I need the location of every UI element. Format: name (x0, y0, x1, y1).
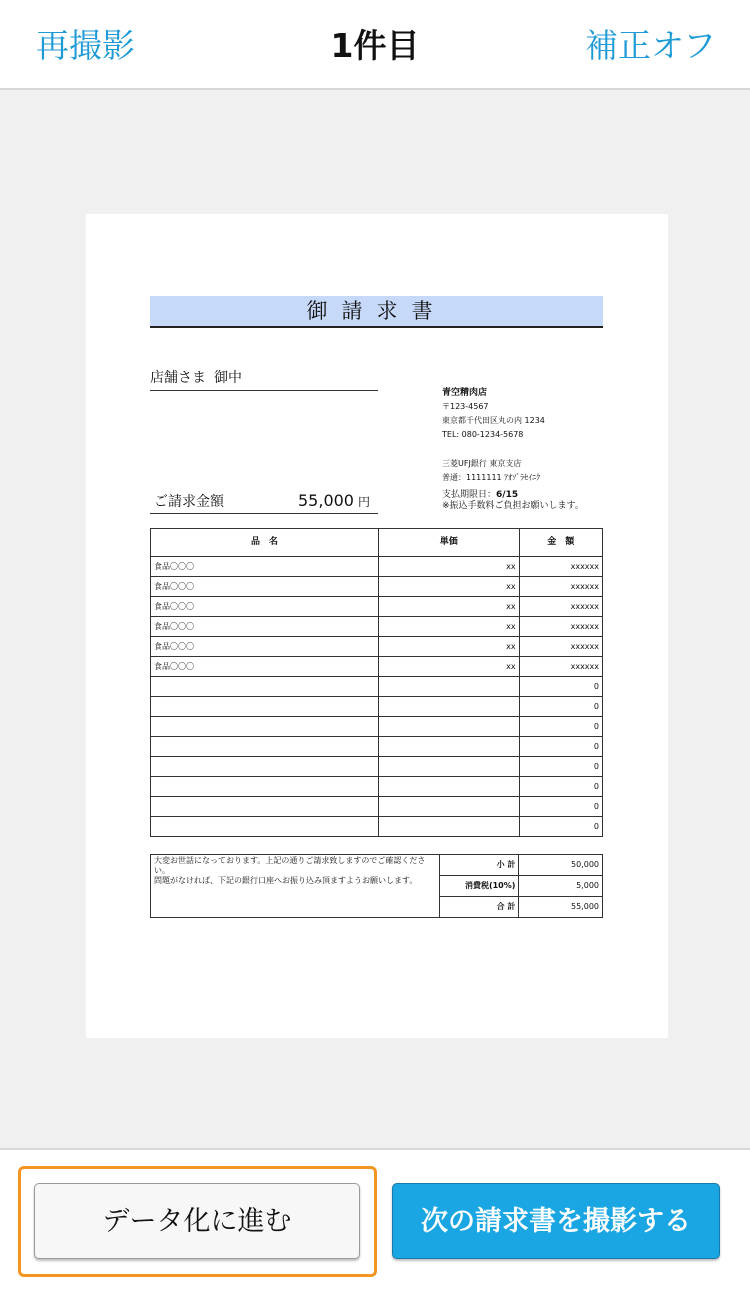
table-row (151, 697, 603, 717)
invoice-title: 御請求書 (150, 296, 603, 328)
items-header-row (151, 529, 603, 557)
item-name (151, 797, 379, 817)
bank-account: 普通：1111111 ｱｵｿﾞﾗｾｲﾆｸ (442, 473, 541, 482)
fee-note: ※振込手数料ご負担お願いします。 (442, 501, 584, 511)
billing-amount-unit: 円 (357, 495, 370, 509)
table-row (151, 617, 603, 637)
item-amount: 0 (519, 697, 602, 717)
tax-label: 消費税(10%) (439, 876, 519, 897)
page-title: 1件目 (330, 26, 420, 65)
subtotal-label: 小 計 (439, 855, 519, 876)
item-amount: 0 (519, 677, 602, 697)
table-row (151, 797, 603, 817)
scan-preview-area (0, 90, 750, 1150)
total-value: 55,000 (519, 897, 603, 918)
recipient-line (150, 368, 378, 391)
table-row (151, 677, 603, 697)
correction-off-button[interactable]: 補正オフ (584, 26, 716, 65)
bank-info (442, 457, 540, 485)
issuer-tel: TEL: 080-1234-5678 (442, 430, 524, 439)
item-name (151, 757, 379, 777)
table-row (151, 717, 603, 737)
table-row (151, 657, 603, 677)
table-row (151, 757, 603, 777)
item-unit-price: xx (379, 557, 520, 577)
item-unit-price (379, 697, 520, 717)
billing-amount-value: 55,000 (298, 491, 354, 510)
issuer-address: 東京都千代田区丸の内 1234 (442, 416, 545, 425)
billing-amount-line (150, 491, 378, 514)
item-name (151, 697, 379, 717)
item-unit-price (379, 817, 520, 837)
item-unit-price: xx (379, 657, 520, 677)
top-nav-bar (0, 0, 750, 90)
recipient-name: 店舗さま (150, 370, 206, 386)
table-row (151, 737, 603, 757)
total-label: 合 計 (439, 897, 519, 918)
item-unit-price (379, 677, 520, 697)
issuer-name: 青空精肉店 (442, 388, 488, 398)
deadline-value: 6/15 (496, 490, 519, 500)
item-amount: 0 (519, 757, 602, 777)
item-unit-price (379, 797, 520, 817)
items-table (150, 528, 603, 837)
item-name (151, 777, 379, 797)
item-unit-price (379, 737, 520, 757)
table-row (151, 817, 603, 837)
col-unit-price-header: 単価 (379, 529, 520, 557)
item-amount: xxxxxx (519, 617, 602, 637)
item-name (151, 677, 379, 697)
invoice-document (86, 214, 668, 1038)
tax-value: 5,000 (519, 876, 603, 897)
table-row (151, 557, 603, 577)
item-unit-price (379, 717, 520, 737)
item-unit-price: xx (379, 617, 520, 637)
item-unit-price: xx (379, 637, 520, 657)
table-row (151, 577, 603, 597)
item-name: 食品〇〇〇 (151, 637, 379, 657)
issuer-postal: 〒123-4567 (442, 402, 489, 411)
subtotal-value: 50,000 (519, 855, 603, 876)
issuer-info (442, 386, 545, 442)
item-amount: 0 (519, 777, 602, 797)
item-unit-price (379, 757, 520, 777)
bank-branch: 三菱UFJ銀行 東京支店 (442, 459, 522, 468)
item-unit-price: xx (379, 597, 520, 617)
item-amount: 0 (519, 717, 602, 737)
item-amount: xxxxxx (519, 597, 602, 617)
invoice-message: 大変お世話になっております。上記の通りご請求致しますのでご確認ください。 問題がなければ、下記の銀行口座へお振り込み頂ますようお願いします。 (151, 855, 440, 918)
col-name-header: 品 名 (151, 529, 379, 557)
table-row (151, 777, 603, 797)
item-name (151, 817, 379, 837)
item-name: 食品〇〇〇 (151, 597, 379, 617)
item-name: 食品〇〇〇 (151, 577, 379, 597)
proceed-to-data-button[interactable]: データ化に進む (34, 1183, 360, 1259)
capture-next-invoice-button[interactable]: 次の請求書を撮影する (392, 1183, 720, 1259)
item-amount: 0 (519, 817, 602, 837)
retake-button[interactable]: 再撮影 (36, 26, 135, 65)
item-name (151, 737, 379, 757)
payment-deadline (442, 490, 584, 512)
col-amount-header: 金 額 (519, 529, 602, 557)
item-amount: 0 (519, 797, 602, 817)
item-name: 食品〇〇〇 (151, 657, 379, 677)
item-name: 食品〇〇〇 (151, 617, 379, 637)
recipient-suffix: 御中 (214, 370, 242, 386)
item-amount: 0 (519, 737, 602, 757)
item-amount: xxxxxx (519, 577, 602, 597)
item-name (151, 717, 379, 737)
deadline-label: 支払期限日： (442, 490, 497, 500)
totals-table (150, 854, 603, 918)
item-amount: xxxxxx (519, 557, 602, 577)
table-row (151, 637, 603, 657)
billing-amount (298, 491, 370, 512)
item-unit-price (379, 777, 520, 797)
table-row (151, 597, 603, 617)
billing-amount-label: ご請求金額 (154, 494, 224, 510)
item-amount: xxxxxx (519, 657, 602, 677)
item-unit-price: xx (379, 577, 520, 597)
item-amount: xxxxxx (519, 637, 602, 657)
item-name: 食品〇〇〇 (151, 557, 379, 577)
